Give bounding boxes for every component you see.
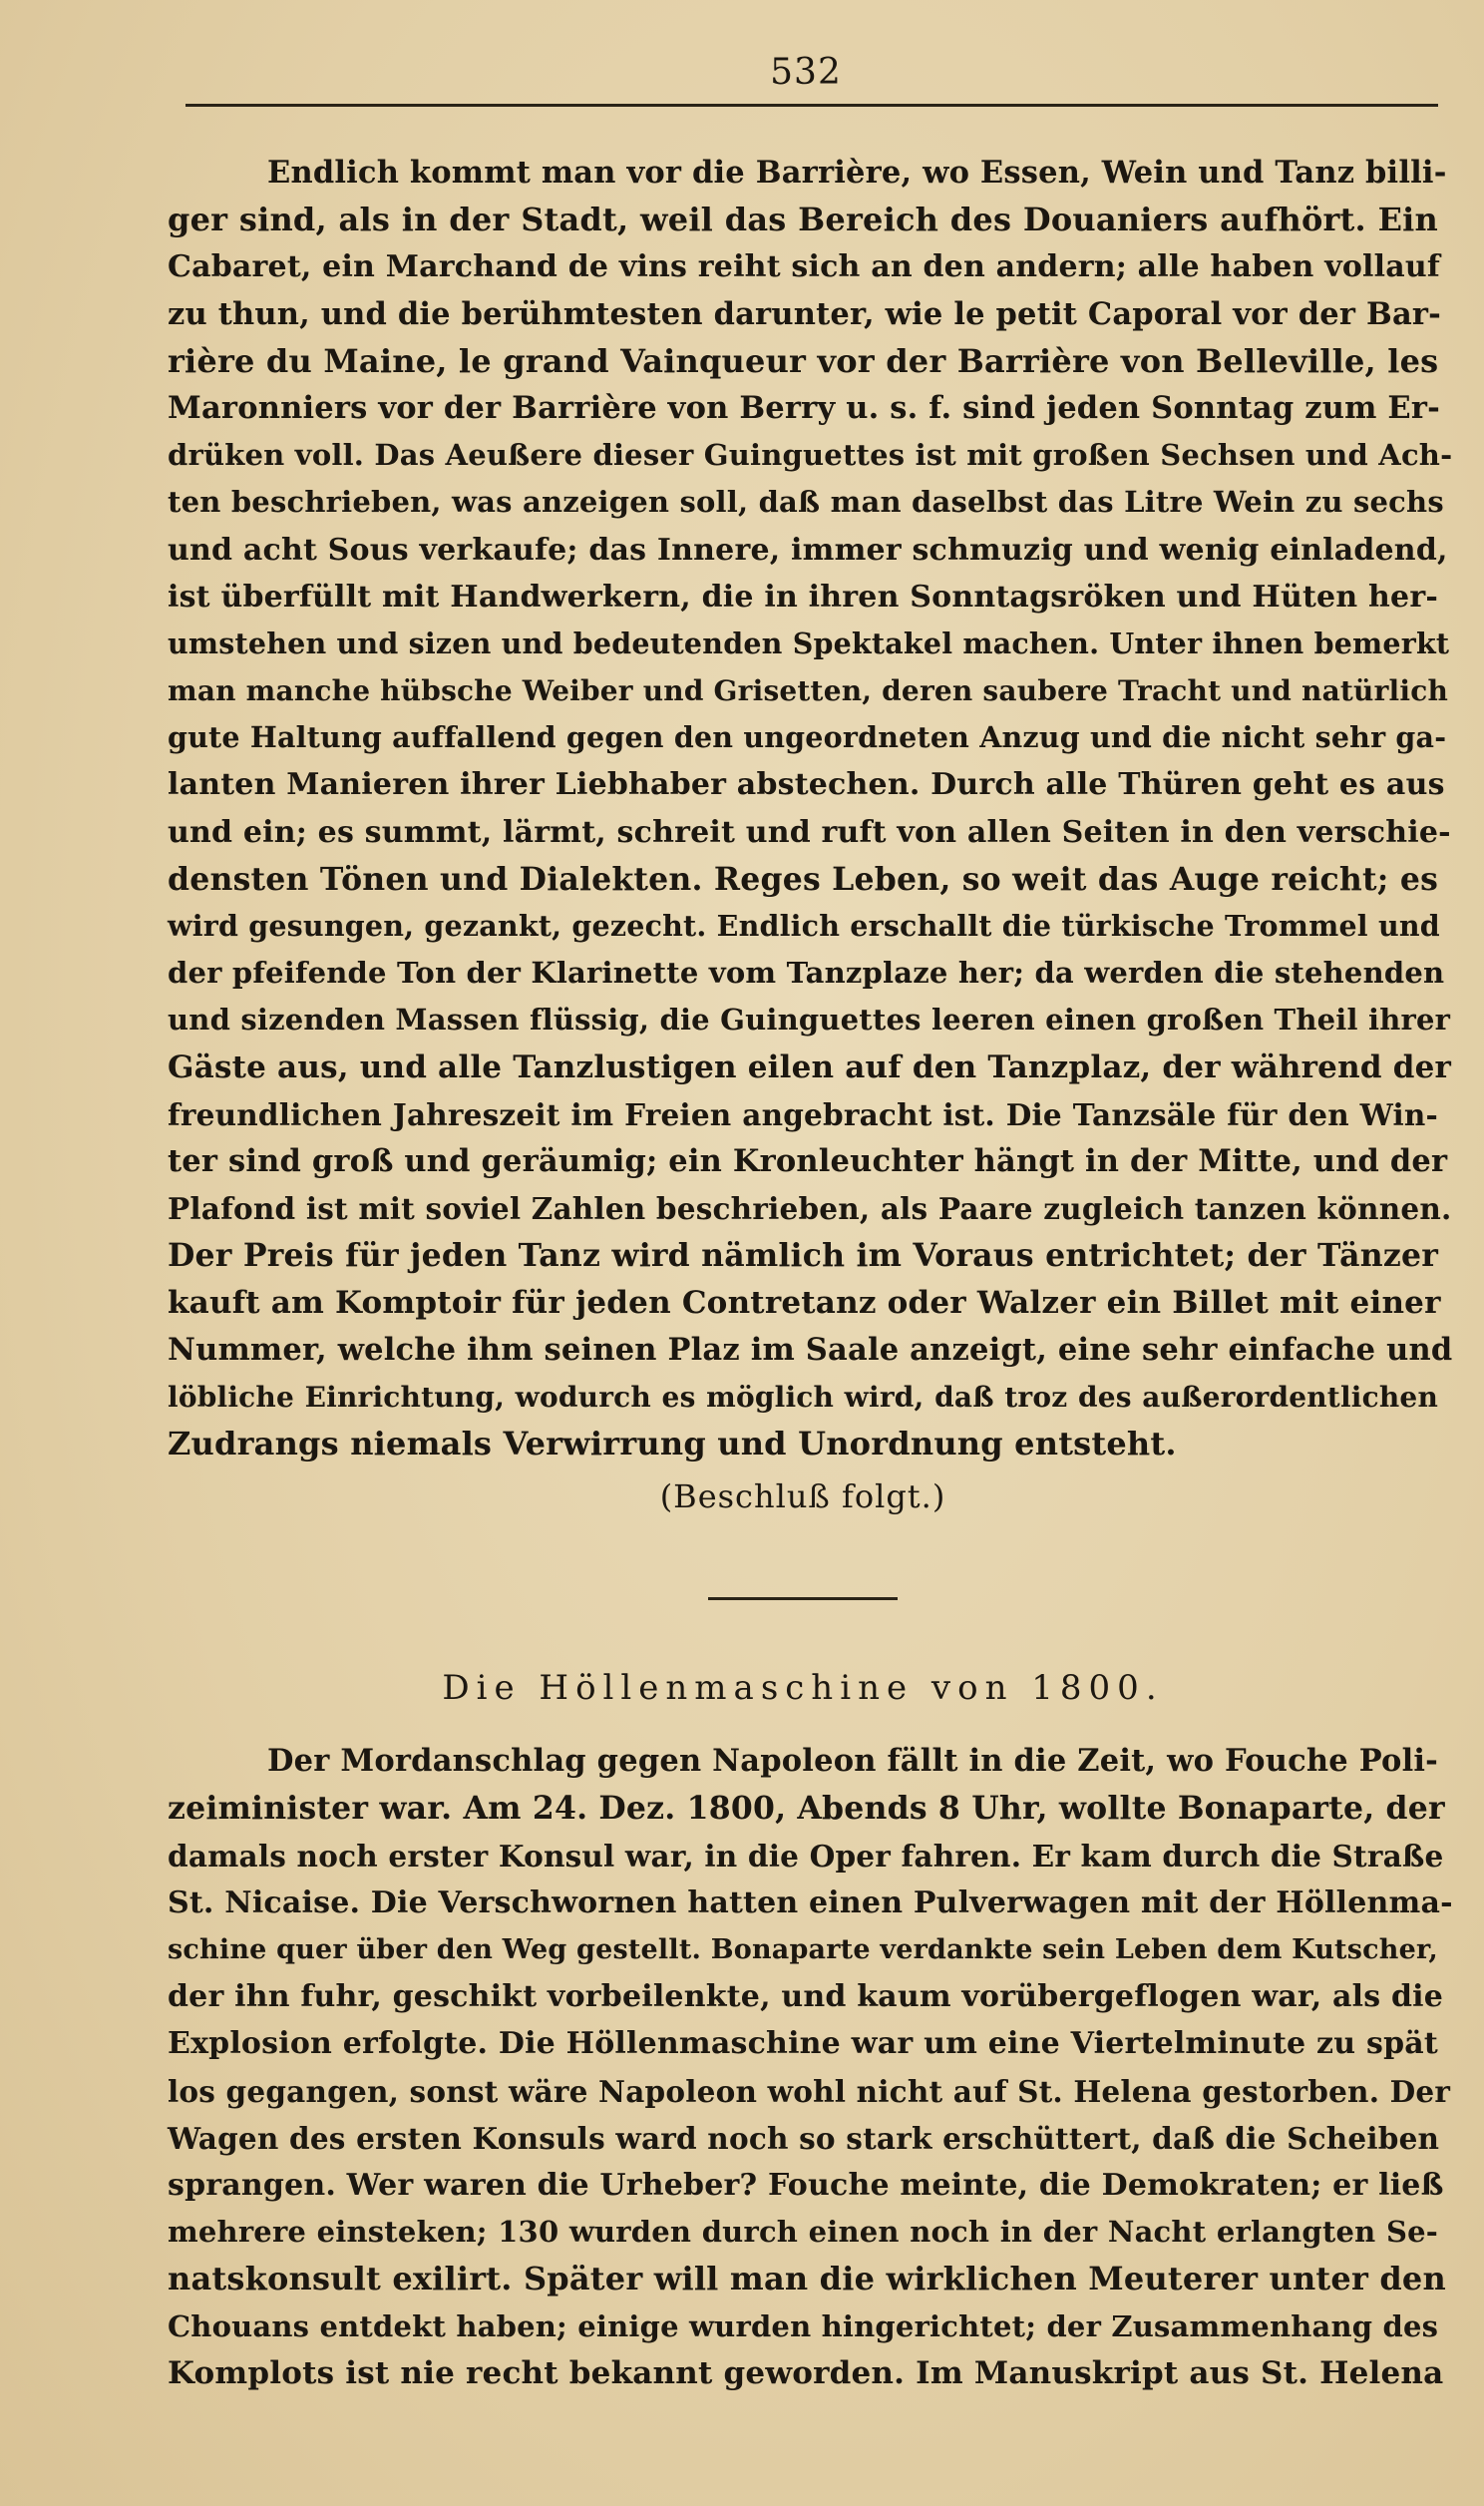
- text-line: zu thun, und die berühmtesten darunter, wie le petit Caporal vor der Bar-: [168, 295, 1442, 332]
- text-line: rière du Maine, le grand Vainqueur vor der Barrière von Belleville, les: [168, 341, 1439, 380]
- text-line: und acht Sous verkaufe; das Innere, immer schmuzig und wenig einladend,: [168, 532, 1448, 568]
- text-line: Der Preis für jeden Tanz wird nämlich im Voraus entrichtet; der Tänzer: [168, 1237, 1438, 1275]
- text-line: wird gesungen, gezankt, gezecht. Endlich erschallt die türkische Trommel und: [168, 909, 1440, 943]
- text-line: Wagen des ersten Konsuls ward noch so stark erschüttert, daß die Scheiben: [168, 2120, 1440, 2156]
- text-line: Maronniers vor der Barrière von Berry u. s. f. sind jeden Sonntag zum Er-: [168, 389, 1441, 426]
- text-line: ger sind, als in der Stadt, weil das Bereich des Douaniers aufhört. Ein: [168, 201, 1438, 239]
- text-line: Zudrangs niemals Verwirrung und Unordnung entsteht.: [168, 1425, 1177, 1463]
- text-line: Gäste aus, und alle Tanzlustigen eilen auf den Tanzplaz, der während der: [168, 1048, 1452, 1085]
- text-line: natskonsult exilirt. Später will man die wirklichen Meuterer unter den: [168, 2260, 1446, 2298]
- section-divider: [708, 1597, 898, 1600]
- text-line: sprangen. Wer waren die Urheber? Fouche meinte, die Demokraten; er ließ: [168, 2167, 1444, 2203]
- text-line: ten beschrieben, was anzeigen soll, daß man daselbst das Litre Wein zu sechs: [168, 485, 1444, 520]
- page-body: [168, 150, 1453, 2397]
- text-line: Chouans entdekt haben; einige wurden hingerichtet; der Zusammenhang des: [168, 2308, 1439, 2343]
- text-line: der ihn fuhr, geschikt vorbeilenkte, und kaum vorübergeflogen war, als die: [168, 1979, 1444, 2015]
- text-line: gute Haltung auffallend gegen den ungeordneten Anzug und die nicht sehr ga-: [168, 720, 1447, 755]
- text-line: drüken voll. Das Aeußere dieser Guinguettes ist mit großen Sechsen und Ach-: [168, 438, 1453, 473]
- text-line: zeiminister war. Am 24. Dez. 1800, Abends 8 Uhr, wollte Bonaparte, der: [168, 1790, 1445, 1828]
- text-line: Plafond ist mit soviel Zahlen beschrieben, als Paare zugleich tanzen können.: [168, 1191, 1452, 1227]
- section-one-text: [168, 150, 1453, 1521]
- text-line: Komplots ist nie recht bekannt geworden. Im Manuskript aus St. Helena: [168, 2354, 1444, 2391]
- text-line: freundlichen Jahreszeit im Freien angebracht ist. Die Tanzsäle für den Win-: [168, 1096, 1438, 1132]
- text-line: der pfeifende Ton der Klarinette vom Tanzplaze her; da werden die stehenden: [168, 956, 1445, 991]
- text-line: und sizenden Massen flüssig, die Guinguettes leeren einen großen Theil ihrer: [168, 1003, 1451, 1038]
- text-line: St. Nicaise. Die Verschwornen hatten einen Pulverwagen mit der Höllenma-: [168, 1884, 1453, 1920]
- text-line: Endlich kommt man vor die Barrière, wo Essen, Wein und Tanz billi-: [267, 155, 1447, 191]
- text-line: lanten Manieren ihrer Liebhaber abstechen. Durch alle Thüren geht es aus: [168, 767, 1445, 803]
- text-line: und ein; es summt, lärmt, schreit und ruft von allen Seiten in den verschie-: [168, 814, 1451, 850]
- text-line: densten Tönen und Dialekten. Reges Leben, so weit das Auge reicht; es: [168, 860, 1438, 898]
- article-heading: Die Höllenmaschine von 1800.: [442, 1668, 1164, 1709]
- text-line: schine quer über den Weg gestellt. Bonaparte verdankte sein Leben dem Kutscher,: [168, 1934, 1439, 1965]
- text-line: Nummer, welche ihm seinen Plaz im Saale anzeigt, eine sehr einfache und: [168, 1331, 1453, 1368]
- text-line: Explosion erfolgte. Die Höllenmaschine war um eine Viertelminute zu spät: [168, 2026, 1438, 2062]
- text-line: Cabaret, ein Marchand de vins reiht sich an den andern; alle haben vollauf: [168, 249, 1440, 285]
- header-rule: [186, 104, 1438, 107]
- text-line: damals noch erster Konsul war, in die Oper fahren. Er kam durch die Straße: [168, 1838, 1444, 1874]
- text-line: löbliche Einrichtung, wodurch es möglich wird, daß troz des außerordentlichen: [168, 1380, 1438, 1414]
- text-line: kauft am Komptoir für jeden Contretanz oder Walzer ein Billet mit einer: [168, 1284, 1441, 1321]
- text-line: umstehen und sizen und bedeutenden Spektakel machen. Unter ihnen bemerkt: [168, 626, 1450, 660]
- text-line: mehrere einsteken; 130 wurden durch einen noch in der Nacht erlangten Se-: [168, 2215, 1438, 2250]
- to-be-continued-note: (Beschluß folgt.): [659, 1477, 946, 1516]
- text-line: ist überfüllt mit Handwerkern, die in ihren Sonntagsröken und Hüten her-: [168, 579, 1438, 615]
- text-line: man manche hübsche Weiber und Grisetten, deren saubere Tracht und natürlich: [168, 674, 1449, 708]
- text-line: los gegangen, sonst wäre Napoleon wohl nicht auf St. Helena gestorben. Der: [168, 2073, 1451, 2109]
- page-number: 532: [770, 52, 842, 93]
- section-two-text: [168, 1660, 1453, 2397]
- text-line: ter sind groß und geräumig; ein Kronleuchter hängt in der Mitte, und der: [168, 1142, 1448, 1179]
- text-line: Der Mordanschlag gegen Napoleon fällt in die Zeit, wo Fouche Poli-: [267, 1743, 1438, 1780]
